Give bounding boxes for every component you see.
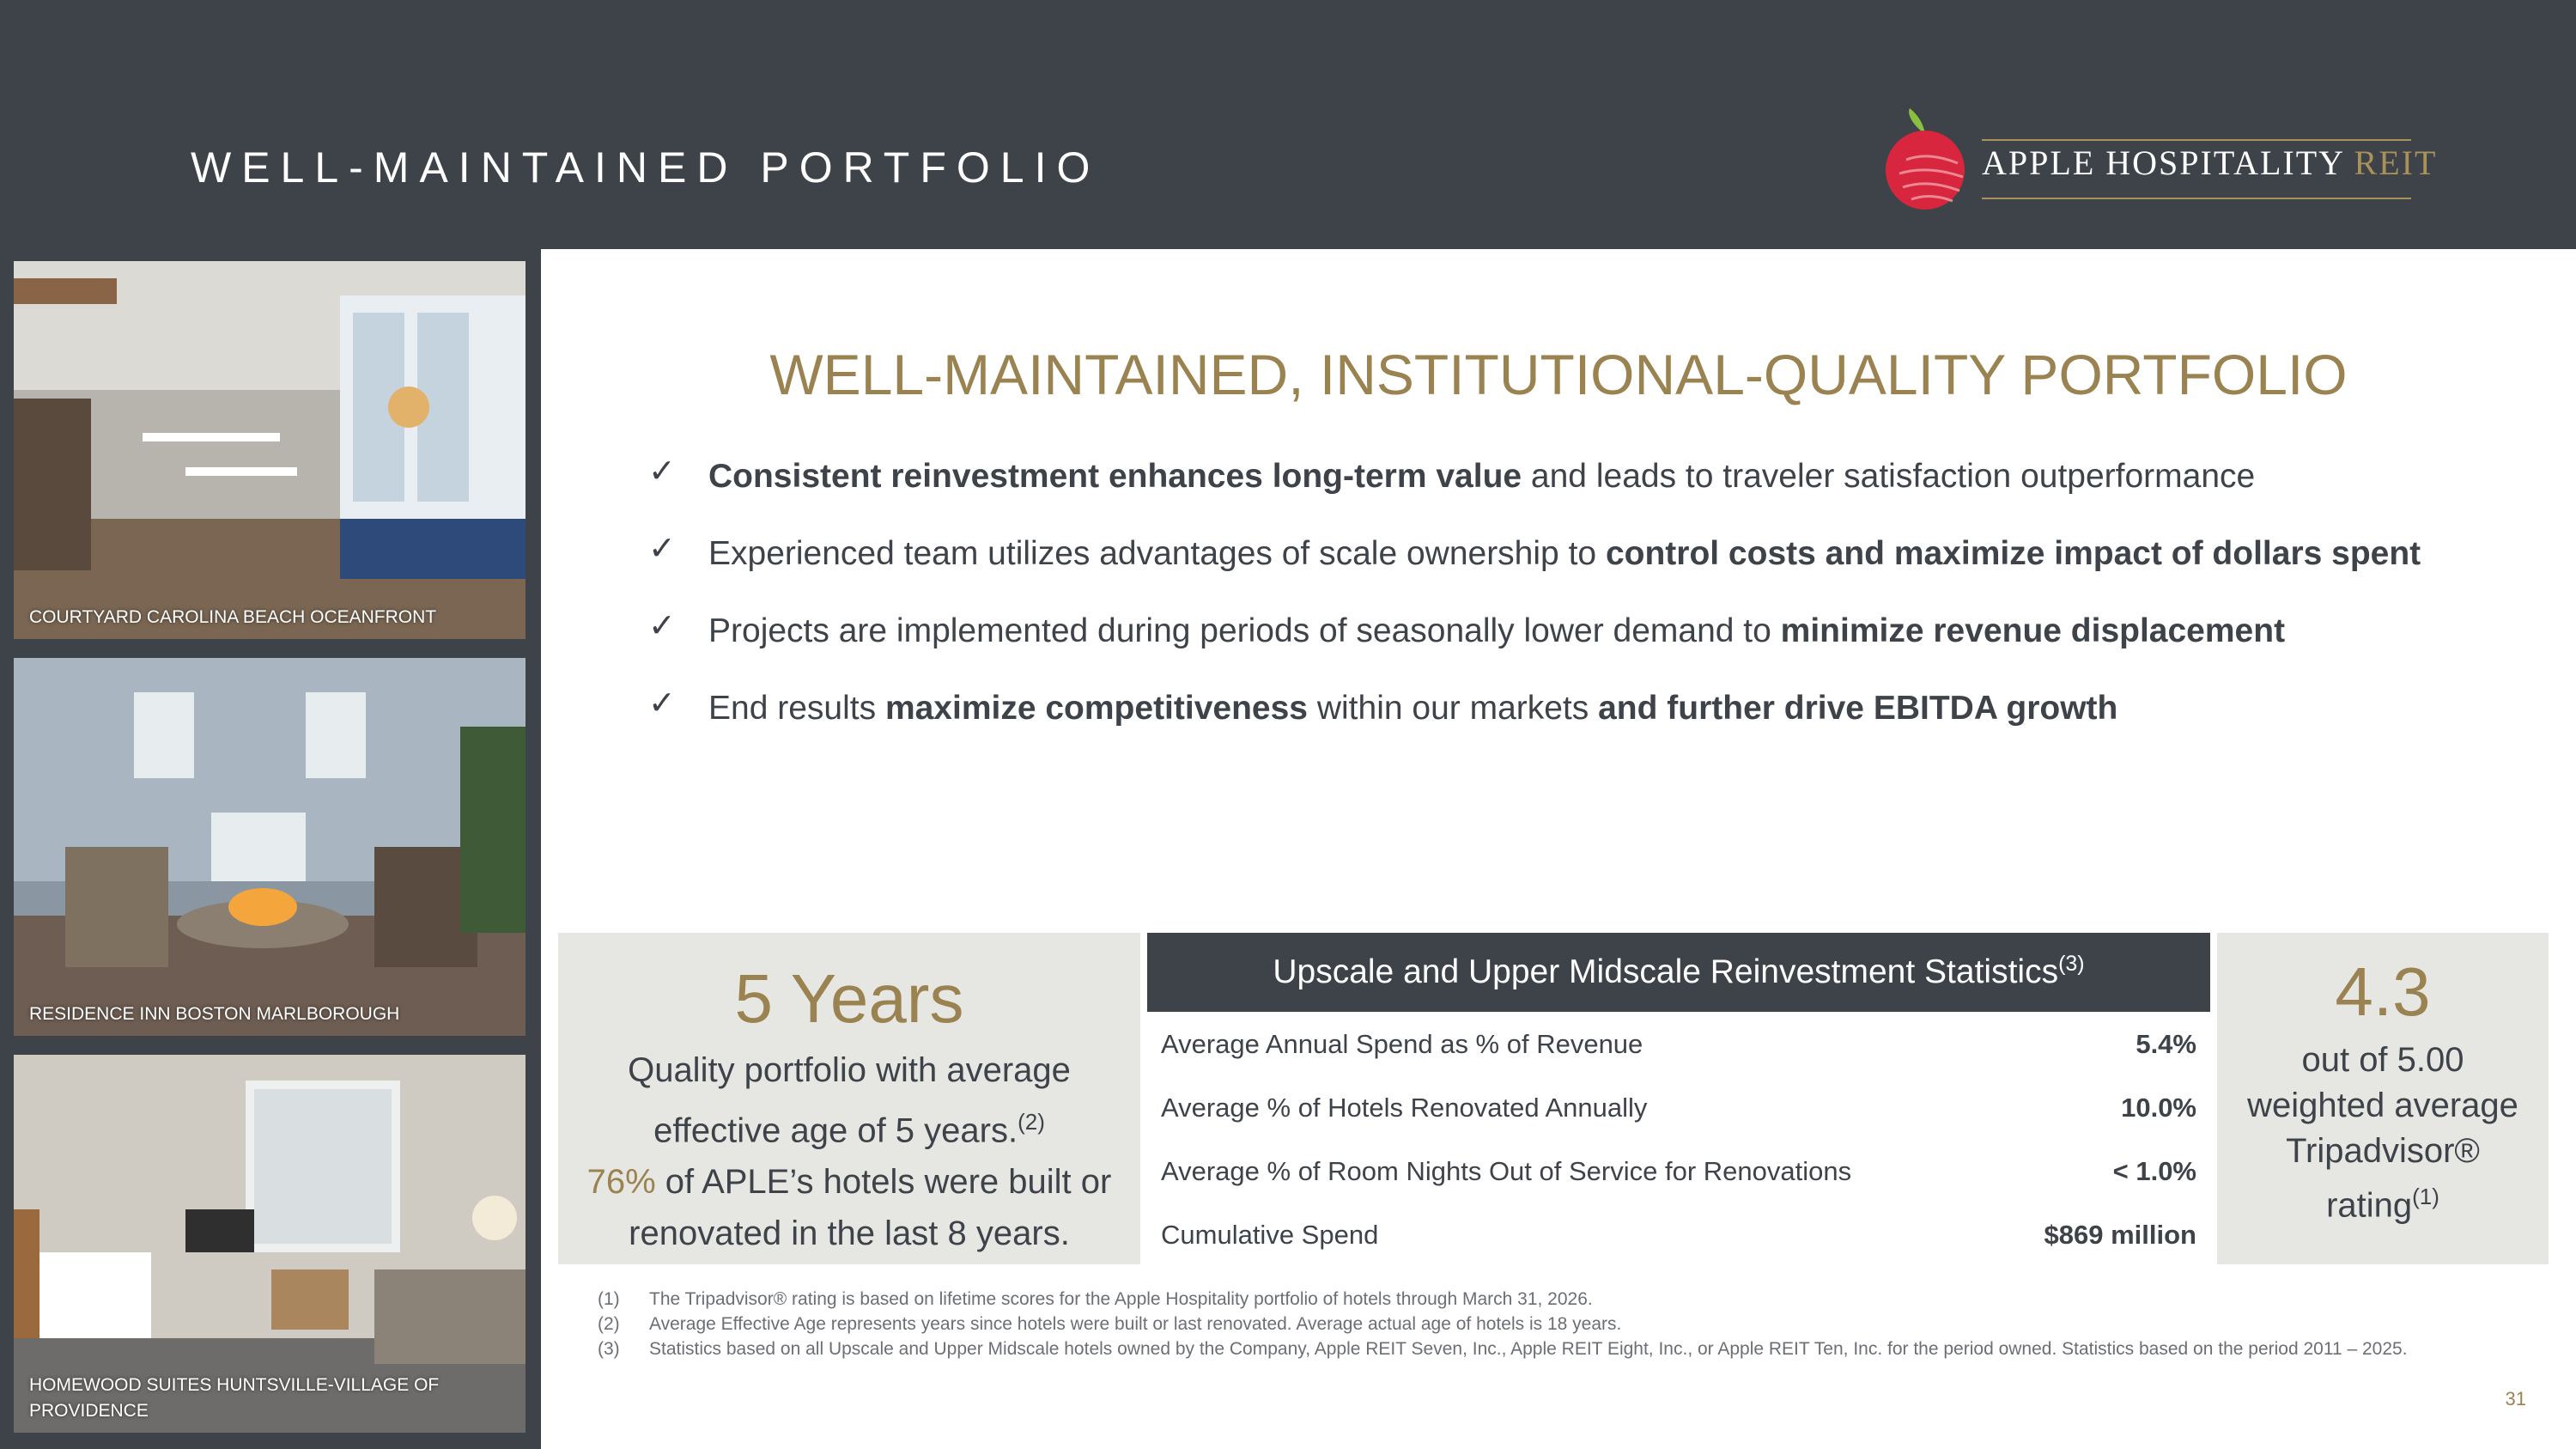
section-title: WELL-MAINTAINED, INSTITUTIONAL-QUALITY PORTFOLIO (769, 343, 2348, 406)
row-value: 10.0% (2121, 1093, 2196, 1123)
portfolio-age-box (558, 933, 1140, 1264)
footnote-number: (2) (598, 1314, 620, 1334)
list-item (648, 533, 2537, 610)
rating-line-4 (2217, 1174, 2549, 1228)
logo-rule-bottom (1982, 198, 2411, 199)
age-line-1: Quality portfolio with average (628, 1051, 1071, 1089)
rating-description (2217, 1038, 2549, 1228)
age-headline: 5 Years (734, 960, 964, 1037)
hotel-photo-patio (14, 658, 526, 1036)
list-item (648, 610, 2537, 687)
bullet-bold: and further drive EBITDA growth (1598, 690, 2118, 727)
footnote-text: Statistics based on all Upscale and Upper Midscale hotels owned by the Company, Apple REIT Seven, Inc., Apple REIT Eight, Inc., or Apple REIT Ten, Inc. for the period owned. Statistics based on the period 2011 – 2025. (649, 1339, 2408, 1359)
age-line-3 (558, 1156, 1140, 1208)
footnote-ref: (2) (1018, 1109, 1045, 1135)
checkmark-icon: ✓ (648, 685, 676, 721)
footnote (598, 1336, 2521, 1361)
footnotes (598, 1287, 2521, 1361)
bullet-text: within our markets (1308, 690, 1599, 727)
table-row (1147, 1202, 2210, 1266)
row-value: < 1.0% (2112, 1156, 2196, 1186)
footnote (598, 1287, 2521, 1312)
rating-line-4-text: rating (2326, 1186, 2413, 1225)
bullet-bold: minimize revenue displacement (1780, 612, 2286, 649)
bullet-text: End results (708, 690, 885, 727)
bullet-text: and leads to traveler satisfaction outperformance (1522, 458, 2256, 495)
bullet-bold: Consistent reinvestment enhances long-term value (708, 458, 1522, 495)
row-label: Average Annual Spend as % of Revenue (1161, 1029, 1643, 1059)
bullet-bold: maximize competitiveness (884, 690, 1308, 727)
photo-caption: RESIDENCE INN BOSTON MARLBOROUGH (29, 1004, 400, 1024)
header-bar (0, 0, 2576, 249)
age-line-3-text: of APLE’s hotels were built or (655, 1163, 1112, 1202)
list-item (648, 687, 2537, 764)
page-title: WELL-MAINTAINED PORTFOLIO (191, 143, 1101, 192)
checkmark-icon: ✓ (648, 531, 676, 567)
checkmark-icon: ✓ (648, 608, 676, 644)
footnote-number: (1) (598, 1289, 620, 1309)
age-percent: 76% (586, 1163, 656, 1202)
stats-header (1147, 933, 2210, 1012)
main-content (541, 249, 2576, 1449)
footnote-ref: (3) (2058, 952, 2085, 976)
row-label: Cumulative Spend (1161, 1220, 1379, 1250)
photo-caption: COURTYARD CAROLINA BEACH OCEANFRONT (29, 607, 437, 627)
photo-caption: HOMEWOOD SUITES HUNTSVILLE-VILLAGE OF PROVIDENCE (29, 1375, 440, 1421)
bullet-list (648, 455, 2537, 764)
age-line-2-text: effective age of 5 years. (653, 1111, 1018, 1150)
table-row (1147, 1139, 2210, 1202)
page-number: 31 (2505, 1388, 2526, 1409)
footnote-number: (3) (598, 1339, 620, 1359)
logo-rule-top (1982, 139, 2411, 141)
hotel-photo-lobby (14, 261, 526, 639)
footnote-text: Average Effective Age represents years since hotels were built or last renovated. Average actual age of hotels is 18 years. (649, 1314, 1622, 1334)
list-item (648, 455, 2537, 533)
footnote (598, 1312, 2521, 1336)
checkmark-icon: ✓ (648, 454, 676, 490)
rating-line-2: weighted average (2247, 1087, 2518, 1124)
apple-logo-icon (1880, 108, 1975, 211)
age-line-4: renovated in the last 8 years. (629, 1215, 1070, 1253)
stats-title: Upscale and Upper Midscale Reinvestment Statistics (1273, 953, 2059, 990)
bullet-text: Experienced team utilizes advantages of scale ownership to (708, 535, 1606, 572)
photo-sidebar (0, 249, 541, 1449)
rating-line-3: Tripadvisor® (2286, 1132, 2480, 1170)
logo-suffix: REIT (2354, 143, 2438, 182)
footnote-text: The Tripadvisor® rating is based on lifetime scores for the Apple Hospitality portfolio of hotels through March 31, 2026. (649, 1289, 1593, 1309)
bullet-text: Projects are implemented during periods of seasonally lower demand to (708, 612, 1781, 649)
logo-wordmark (1982, 143, 2437, 183)
table-row (1147, 1012, 2210, 1075)
rating-line-1: out of 5.00 (2301, 1041, 2464, 1079)
row-value: 5.4% (2136, 1029, 2196, 1059)
row-label: Average % of Room Nights Out of Service for Renovations (1161, 1156, 1852, 1186)
table-row (1147, 1075, 2210, 1139)
age-line-2 (558, 1096, 1140, 1156)
rating-value: 4.3 (2335, 953, 2431, 1030)
footnote-ref: (1) (2412, 1184, 2439, 1209)
age-description (558, 1044, 1140, 1259)
company-logo (1880, 108, 2438, 211)
tripadvisor-rating-box (2217, 933, 2549, 1264)
row-label: Average % of Hotels Renovated Annually (1161, 1093, 1648, 1123)
logo-name: APPLE HOSPITALITY (1982, 143, 2344, 182)
row-value: $869 million (2044, 1220, 2196, 1250)
hotel-photo-suite (14, 1055, 526, 1433)
bullet-bold: control costs and maximize impact of dollars spent (1605, 535, 2421, 572)
reinvestment-stats-table (1147, 933, 2210, 1264)
